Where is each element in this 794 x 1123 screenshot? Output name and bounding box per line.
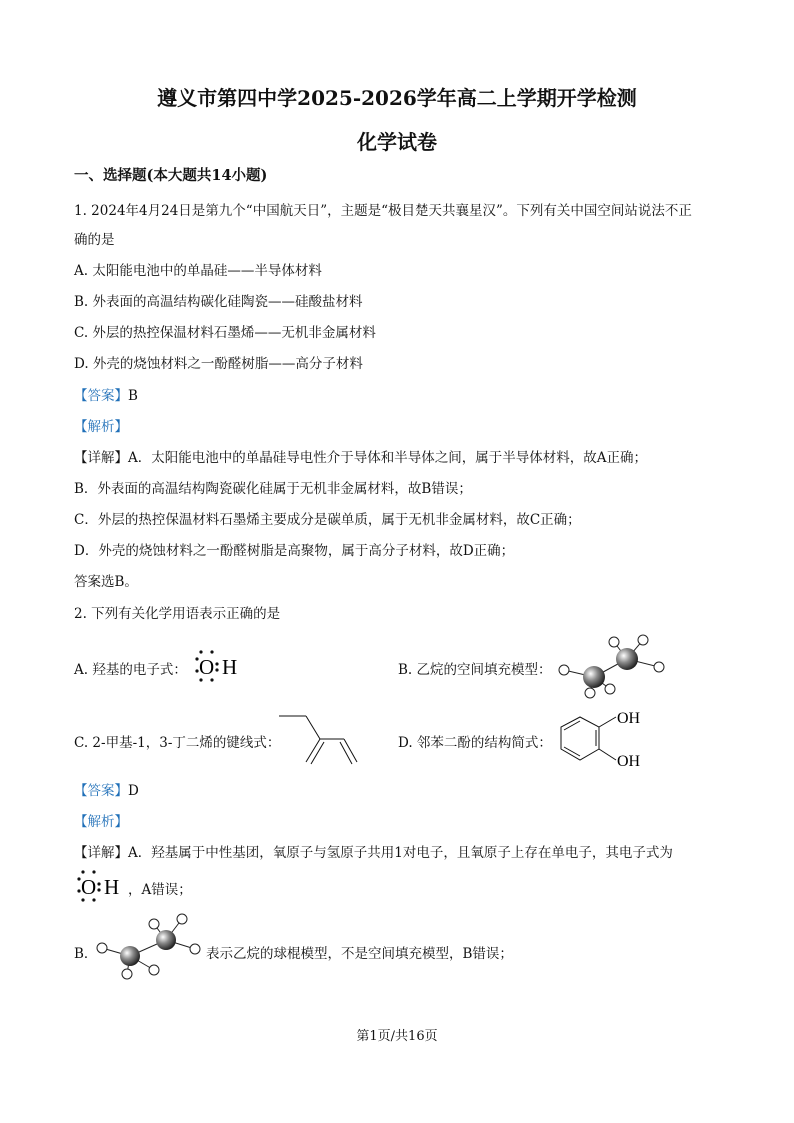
hydrogen-symbol: H — [104, 875, 120, 899]
q1-analysis-tag: 【解析】 — [74, 419, 128, 435]
page-title: 遵义市第四中学2025-2026学年高二上学期开学检测 — [157, 86, 637, 110]
q2-option-a: A. 羟基的电子式： — [74, 662, 187, 678]
q1-stem-line1: 1. 2024年4月24日是第九个“中国航天日”，主题是“极目楚天共襄星汉”。下列有关中国空间站说法不正 — [74, 203, 692, 219]
q1-answer — [74, 384, 138, 404]
q1-conclusion: 答案选B。 — [74, 574, 138, 590]
carbon-atom — [156, 930, 176, 950]
hydroxyl-label-bottom: OH — [617, 753, 641, 770]
answer-tag: 【答案】 — [74, 783, 128, 799]
ethane-ball-model — [552, 630, 672, 700]
hydroxyl-electron-formula — [72, 868, 128, 904]
answer-value: B — [128, 388, 138, 404]
carbon-atom — [616, 648, 638, 670]
oxygen-symbol: O — [81, 875, 97, 899]
hydroxyl-electron-formula — [190, 648, 246, 684]
q1-detail-c: C．外层的热控保温材料石墨烯主要成分是碳单质，属于无机非金属材料，故C正确； — [74, 512, 581, 528]
carbon-atom — [120, 946, 140, 966]
page-subtitle: 化学试卷 — [357, 130, 437, 154]
q2-analysis-tag: 【解析】 — [74, 814, 128, 830]
oxygen-symbol: O — [199, 655, 215, 679]
q2-stem: 2. 下列有关化学用语表示正确的是 — [74, 606, 281, 622]
hydrogen-symbol: H — [222, 655, 238, 679]
section-heading: 一、选择题(本大题共14小题) — [74, 167, 268, 184]
q2-detail-b-text: 表示乙烷的球棍模型，不是空间填充模型，B错误； — [206, 946, 513, 962]
q1-option-d: D. 外壳的烧蚀材料之一酚醛树脂——高分子材料 — [74, 356, 363, 372]
q2-option-c: C. 2-甲基-1，3-丁二烯的键线式： — [74, 735, 281, 751]
answer-tag: 【答案】 — [74, 388, 128, 404]
q1-detail-b: B．外表面的高温结构陶瓷碳化硅属于无机非金属材料，故B错误； — [74, 481, 472, 497]
skeletal-formula — [276, 708, 360, 768]
answer-value: D — [128, 783, 139, 799]
q2-answer — [74, 779, 139, 799]
q2-detail-a-line2: ，A错误； — [128, 882, 192, 898]
q1-option-c: C. 外层的热控保温材料石墨烯——无机非金属材料 — [74, 325, 376, 341]
q1-stem-line2: 确的是 — [74, 232, 115, 248]
q1-option-b: B. 外表面的高温结构碳化硅陶瓷——硅酸盐材料 — [74, 294, 363, 310]
page-number: 第1页/共16页 — [356, 1029, 438, 1044]
q2-option-b: B. 乙烷的空间填充模型： — [398, 662, 552, 678]
q2-detail-b-prefix: B． — [74, 946, 98, 962]
q2-detail-a-line1: 【详解】A．羟基属于中性基团，氧原子与氢原子共用1对电子，且氧原子上存在单电子，其电子式为 — [74, 845, 673, 861]
catechol-structure — [554, 705, 674, 775]
carbon-atom — [583, 666, 605, 688]
q1-detail-d: D．外壳的烧蚀材料之一酚醛树脂是高聚物，属于高分子材料，故D正确； — [74, 543, 515, 559]
hydroxyl-label-top: OH — [617, 710, 641, 727]
q1-option-a: A. 太阳能电池中的单晶硅——半导体材料 — [74, 263, 322, 279]
q1-detail-a: 【详解】A．太阳能电池中的单晶硅导电性介于导体和半导体之间，属于半导体材料，故A正确； — [74, 450, 647, 466]
q2-option-d: D. 邻苯二酚的结构简式： — [398, 735, 552, 751]
ethane-ball-stick-model — [94, 910, 206, 982]
